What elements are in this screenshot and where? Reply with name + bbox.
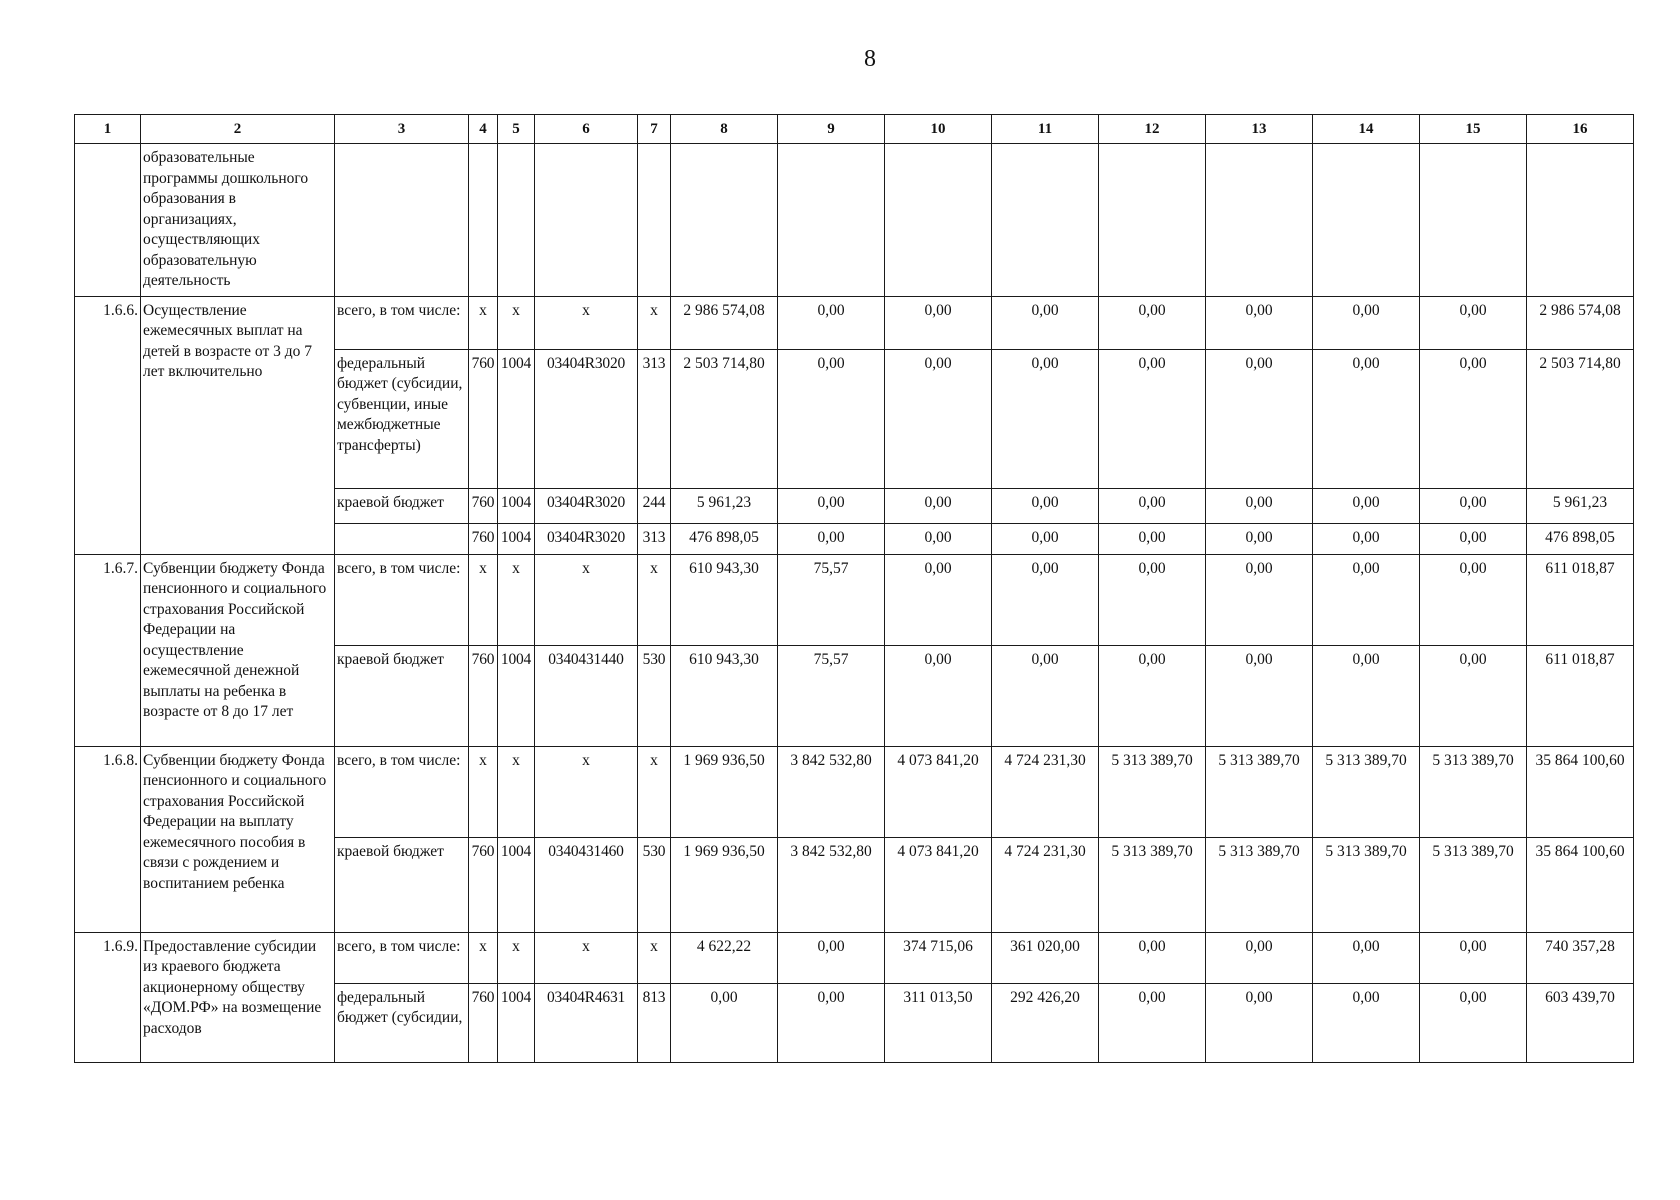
value-cell: 0,00 [992,554,1099,645]
header-cell: 2 [141,115,335,144]
value-cell: 0,00 [1099,554,1206,645]
value-cell: 2 503 714,80 [1527,349,1634,488]
value-cell: 0,00 [1420,488,1527,523]
value-cell: 3 842 532,80 [778,746,885,837]
description-cell: Предоставление субсидии из краевого бюджета акционерному обществу «ДОМ.РФ» на возмещение расходов [141,932,335,1062]
value-cell: x [535,554,638,645]
value-cell [1099,144,1206,297]
value-cell: 0,00 [1099,349,1206,488]
value-cell: 0,00 [778,349,885,488]
header-cell: 1 [75,115,141,144]
source-cell: краевой бюджет [335,488,469,523]
header-cell: 15 [1420,115,1527,144]
value-cell: x [498,932,535,983]
value-cell: 610 943,30 [671,645,778,746]
index-cell: 1.6.6. [75,296,141,554]
value-cell: 0,00 [885,554,992,645]
value-cell: 5 313 389,70 [1313,746,1420,837]
value-cell: 5 313 389,70 [1099,746,1206,837]
value-cell: 2 986 574,08 [1527,296,1634,349]
value-cell: 292 426,20 [992,983,1099,1062]
source-cell [335,144,469,297]
value-cell: 0,00 [1420,983,1527,1062]
value-cell: 03404R3020 [535,488,638,523]
value-cell: x [535,746,638,837]
value-cell: x [638,296,671,349]
value-cell: x [498,296,535,349]
value-cell: 0,00 [1099,983,1206,1062]
value-cell: 1 969 936,50 [671,837,778,932]
value-cell [992,144,1099,297]
value-cell: 0,00 [1313,349,1420,488]
description-cell: Осуществление ежемесячных выплат на детей в возрасте от 3 до 7 лет включительно [141,296,335,554]
value-cell: x [535,932,638,983]
value-cell: 244 [638,488,671,523]
header-cell: 10 [885,115,992,144]
value-cell: 0,00 [992,488,1099,523]
header-cell: 12 [1099,115,1206,144]
value-cell: 35 864 100,60 [1527,837,1634,932]
header-row [75,115,1634,144]
index-cell: 1.6.8. [75,746,141,932]
index-cell: 1.6.7. [75,554,141,746]
value-cell: 2 503 714,80 [671,349,778,488]
value-cell: 0,00 [1206,932,1313,983]
table-row [75,932,1634,983]
value-cell: 5 313 389,70 [1313,837,1420,932]
value-cell: 760 [469,983,498,1062]
value-cell: 1004 [498,523,535,554]
value-cell: 0,00 [671,983,778,1062]
value-cell: 760 [469,488,498,523]
value-cell: 0,00 [1313,932,1420,983]
budget-table [74,114,1634,1063]
value-cell: 0,00 [1206,296,1313,349]
value-cell: 374 715,06 [885,932,992,983]
table-row [75,296,1634,349]
value-cell: 5 961,23 [1527,488,1634,523]
source-cell: федеральный бюджет (субсидии, [335,983,469,1062]
value-cell: 361 020,00 [992,932,1099,983]
value-cell: 5 961,23 [671,488,778,523]
value-cell: 0,00 [992,645,1099,746]
value-cell: 610 943,30 [671,554,778,645]
value-cell: 0,00 [1313,554,1420,645]
value-cell: 1004 [498,837,535,932]
value-cell: 0,00 [885,523,992,554]
value-cell: 0,00 [1099,932,1206,983]
value-cell: 2 986 574,08 [671,296,778,349]
value-cell: 760 [469,645,498,746]
value-cell [469,144,498,297]
value-cell: 0,00 [778,296,885,349]
value-cell: 0,00 [885,488,992,523]
source-cell: краевой бюджет [335,837,469,932]
value-cell: 760 [469,837,498,932]
value-cell: 5 313 389,70 [1099,837,1206,932]
value-cell: 0,00 [1099,488,1206,523]
value-cell: 530 [638,837,671,932]
value-cell [885,144,992,297]
value-cell: 1 969 936,50 [671,746,778,837]
header-cell: 5 [498,115,535,144]
value-cell: 530 [638,645,671,746]
value-cell [1206,144,1313,297]
value-cell: 5 313 389,70 [1420,837,1527,932]
value-cell: 0,00 [1099,645,1206,746]
value-cell: 0,00 [778,983,885,1062]
value-cell: 1004 [498,349,535,488]
value-cell: 760 [469,349,498,488]
value-cell: x [498,746,535,837]
value-cell: 0,00 [1420,296,1527,349]
value-cell: 0,00 [1420,523,1527,554]
value-cell: 813 [638,983,671,1062]
value-cell: 03404R4631 [535,983,638,1062]
value-cell: 0,00 [778,932,885,983]
value-cell: 0,00 [1420,554,1527,645]
value-cell: 0,00 [778,488,885,523]
value-cell: 03404R3020 [535,523,638,554]
value-cell: x [638,554,671,645]
value-cell: 311 013,50 [885,983,992,1062]
value-cell: 0,00 [1420,932,1527,983]
value-cell: x [469,932,498,983]
value-cell: 35 864 100,60 [1527,746,1634,837]
value-cell: 3 842 532,80 [778,837,885,932]
description-cell: Субвенции бюджету Фонда пенсионного и социального страхования Российской Федерации на осуществление ежемесячной денежной выплаты на ребенка в возрасте от 8 до 17 лет [141,554,335,746]
table-row [75,746,1634,837]
value-cell: 75,57 [778,645,885,746]
value-cell: 5 313 389,70 [1420,746,1527,837]
value-cell: 0,00 [992,523,1099,554]
value-cell: 4 622,22 [671,932,778,983]
index-cell [75,144,141,297]
value-cell: 0,00 [1099,296,1206,349]
value-cell: 313 [638,523,671,554]
source-cell: федеральный бюджет (субсидии, субвенции, иные межбюджетные трансферты) [335,349,469,488]
value-cell [778,144,885,297]
value-cell: 0,00 [1206,523,1313,554]
source-cell: краевой бюджет [335,645,469,746]
source-cell: всего, в том числе: [335,746,469,837]
value-cell: 4 724 231,30 [992,837,1099,932]
value-cell: 5 313 389,70 [1206,837,1313,932]
value-cell: 0,00 [1206,645,1313,746]
value-cell: 4 073 841,20 [885,746,992,837]
value-cell: 4 724 231,30 [992,746,1099,837]
description-cell: Субвенции бюджету Фонда пенсионного и социального страхования Российской Федерации на выплату ежемесячного пособия в связи с рождением и воспитанием ребенка [141,746,335,932]
value-cell: 5 313 389,70 [1206,746,1313,837]
value-cell: 476 898,05 [1527,523,1634,554]
value-cell: 0340431440 [535,645,638,746]
value-cell [1420,144,1527,297]
value-cell: 0340431460 [535,837,638,932]
value-cell: x [638,746,671,837]
value-cell: 0,00 [1313,983,1420,1062]
header-cell: 8 [671,115,778,144]
source-cell [335,523,469,554]
value-cell: 4 073 841,20 [885,837,992,932]
value-cell: 760 [469,523,498,554]
value-cell: 0,00 [778,523,885,554]
value-cell: 476 898,05 [671,523,778,554]
value-cell: x [498,554,535,645]
source-cell: всего, в том числе: [335,932,469,983]
value-cell: 0,00 [1313,296,1420,349]
value-cell: 0,00 [1313,645,1420,746]
value-cell: 0,00 [885,349,992,488]
value-cell: x [638,932,671,983]
value-cell: 1004 [498,983,535,1062]
header-cell: 3 [335,115,469,144]
value-cell: 0,00 [1206,983,1313,1062]
value-cell: x [469,746,498,837]
header-cell: 9 [778,115,885,144]
value-cell: 0,00 [1099,523,1206,554]
header-cell: 16 [1527,115,1634,144]
value-cell: 0,00 [885,296,992,349]
header-cell: 4 [469,115,498,144]
header-cell: 14 [1313,115,1420,144]
value-cell [1313,144,1420,297]
value-cell: 611 018,87 [1527,554,1634,645]
value-cell: x [469,554,498,645]
page-number: 8 [864,46,876,72]
value-cell: 0,00 [1206,554,1313,645]
value-cell: 03404R3020 [535,349,638,488]
value-cell: 603 439,70 [1527,983,1634,1062]
value-cell [638,144,671,297]
value-cell [1527,144,1634,297]
source-cell: всего, в том числе: [335,296,469,349]
value-cell [671,144,778,297]
value-cell: x [535,296,638,349]
value-cell: 0,00 [1206,488,1313,523]
value-cell: 0,00 [992,349,1099,488]
table-row [75,554,1634,645]
header-cell: 11 [992,115,1099,144]
value-cell: 740 357,28 [1527,932,1634,983]
value-cell [535,144,638,297]
header-cell: 7 [638,115,671,144]
source-cell: всего, в том числе: [335,554,469,645]
value-cell: 1004 [498,645,535,746]
value-cell: 0,00 [992,296,1099,349]
header-cell: 13 [1206,115,1313,144]
header-cell: 6 [535,115,638,144]
description-cell: образовательные программы дошкольного образования в организациях, осуществляющих образовательную деятельность [141,144,335,297]
value-cell: 611 018,87 [1527,645,1634,746]
value-cell: 0,00 [1420,645,1527,746]
value-cell: 75,57 [778,554,885,645]
continuation-row [75,144,1634,297]
index-cell: 1.6.9. [75,932,141,1062]
value-cell: 0,00 [885,645,992,746]
value-cell: 0,00 [1313,488,1420,523]
value-cell: x [469,296,498,349]
value-cell: 0,00 [1206,349,1313,488]
value-cell [498,144,535,297]
value-cell: 1004 [498,488,535,523]
value-cell: 313 [638,349,671,488]
value-cell: 0,00 [1313,523,1420,554]
value-cell: 0,00 [1420,349,1527,488]
